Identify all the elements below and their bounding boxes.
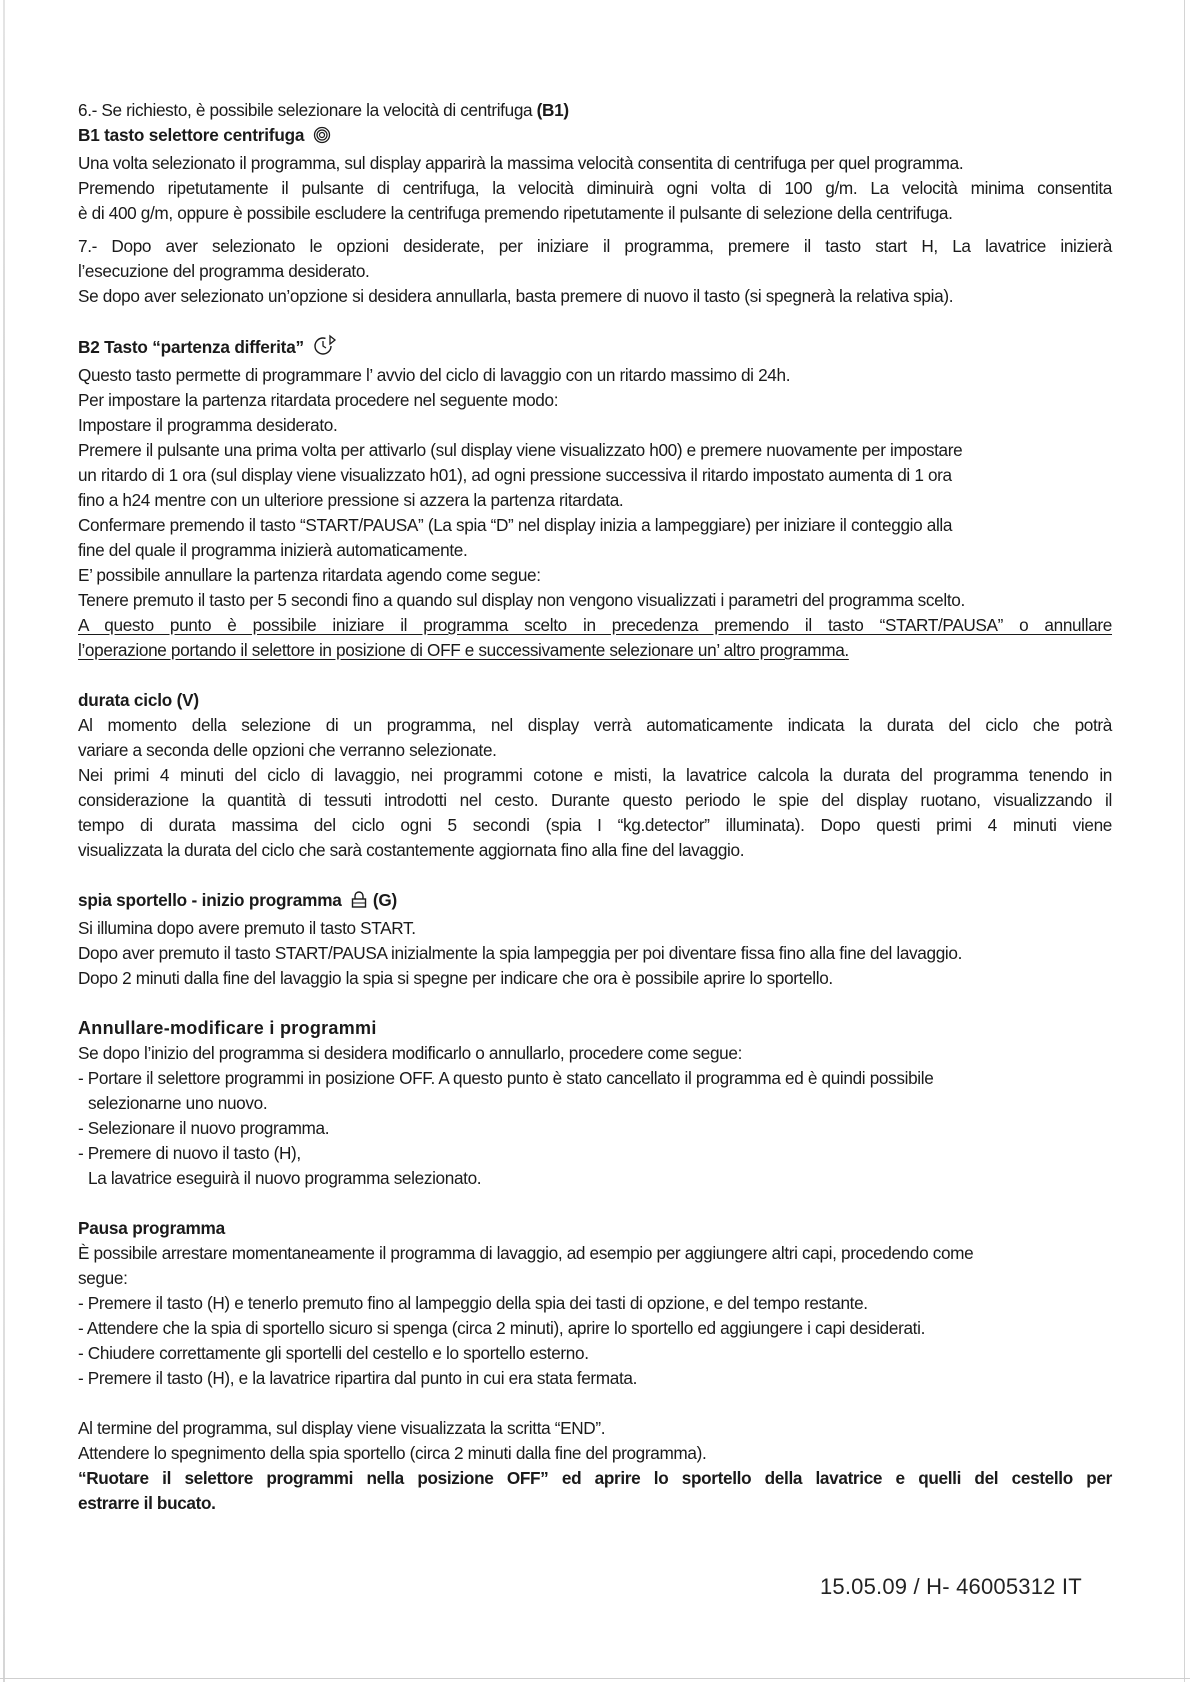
cancel-program-line-2: - Portare il selettore programmi in posizione OFF. A questo punto è stato cancellato il programma ed è quindi possibile xyxy=(78,1068,934,1088)
end-line-2: Attendere lo spegnimento della spia sportello (circa 2 minuti dalla fine del programma). xyxy=(78,1443,707,1463)
document-footer-code: 15.05.09 / H- 46005312 IT xyxy=(820,1574,1082,1599)
b2-heading xyxy=(78,334,1112,363)
end-bold-line-1: “Ruotare il selettore programmi nella posizione OFF” ed aprire lo sportello della lavatrice e quelli del cestello per xyxy=(78,1468,1112,1488)
b1-heading-text: B1 tasto selettore centrifuga xyxy=(78,125,305,145)
cancel-program-line-4: - Selezionare il nuovo programma. xyxy=(78,1118,330,1138)
step-7-line-2: l’esecuzione del programma desiderato. xyxy=(78,261,370,281)
b2-underlined-line-2: l’operazione portando il selettore in posizione di OFF e successivamente selezionare un’ altro programma. xyxy=(78,640,849,660)
door-light-line-2: Dopo aver premuto il tasto START/PAUSA inizialmente la spia lampeggia per poi diventare fissa fino alla fine del lavaggio. xyxy=(78,943,963,963)
document-page xyxy=(78,98,1112,1516)
scan-edge-right xyxy=(1184,0,1185,1682)
b2-line-6: fino a h24 mentre con un ulteriore pressione si azzera la partenza ritardata. xyxy=(78,490,624,510)
door-light-heading-text: spia sportello - inizio programma xyxy=(78,890,342,910)
pause-program-line-2: segue: xyxy=(78,1268,128,1288)
cancel-program-heading: Annullare-modificare i programmi xyxy=(78,1018,377,1038)
pause-program-heading: Pausa programma xyxy=(78,1218,225,1238)
step-7-line-1: 7.- Dopo aver selezionato le opzioni desiderate, per iniziare il programma, premere il tasto start H, La lavatrice inizierà xyxy=(78,236,1112,256)
cycle-duration-line-2: variare a seconda delle opzioni che verranno selezionate. xyxy=(78,740,497,760)
pause-program-line-3: - Premere il tasto (H) e tenerlo premuto fino al lampeggio della spia dei tasti di opzione, e del tempo restante. xyxy=(78,1293,868,1313)
pause-program-line-1: È possibile arrestare momentaneamente il programma di lavaggio, ad esempio per aggiungere altri capi, procedendo come xyxy=(78,1243,974,1263)
b2-line-4: Premere il pulsante una prima volta per attivarlo (sul display viene visualizzato h00) e premere nuovamente per impostare xyxy=(78,440,963,460)
cancel-program-line-6: La lavatrice eseguirà il nuovo programma selezionato. xyxy=(88,1168,482,1188)
cycle-duration-line-1: Al momento della selezione di un programma, nel display verrà automaticamente indicata la durata del ciclo che potrà xyxy=(78,715,1112,735)
door-light-heading xyxy=(78,888,1112,916)
end-line-1: Al termine del programma, sul display viene visualizzata la scritta “END”. xyxy=(78,1418,606,1438)
b1-line-3: è di 400 g/m, oppure è possibile escludere la centrifuga premendo ripetutamente il pulsante di selezione della centrifuga. xyxy=(78,203,953,223)
scan-edge-left xyxy=(3,0,5,1682)
b2-line-7: Confermare premendo il tasto “START/PAUSA” (La spia “D” nel display inizia a lampeggiare) per iniziare il conteggio alla xyxy=(78,515,953,535)
b2-line-2: Per impostare la partenza ritardata procedere nel seguente modo: xyxy=(78,390,559,410)
step-6-ref: (B1) xyxy=(536,100,569,120)
b2-line-3: Impostare il programma desiderato. xyxy=(78,415,338,435)
b1-heading xyxy=(78,123,1112,151)
door-lock-icon xyxy=(350,891,368,916)
b2-line-5: un ritardo di 1 ora (sul display viene visualizzato h01), ad ogni pressione successiva il ritardo impostato aumenta di 1 ora xyxy=(78,465,952,485)
b2-line-1: Questo tasto permette di programmare l’ avvio del ciclo di lavaggio con un ritardo massimo di 24h. xyxy=(78,365,791,385)
pause-program-line-5: - Chiudere correttamente gli sportelli del cestello e lo sportello esterno. xyxy=(78,1343,589,1363)
b2-line-9: E’ possibile annullare la partenza ritardata agendo come segue: xyxy=(78,565,541,585)
step-6-intro xyxy=(78,98,1112,123)
cancel-program-line-3: selezionarne uno nuovo. xyxy=(88,1093,268,1113)
spin-selector-icon xyxy=(313,126,331,151)
cycle-duration-line-4: considerazione la quantità di tessuti introdotti nel cesto. Durante questo periodo le spie del display ruotano, visualizzando il xyxy=(78,790,1112,810)
door-light-line-3: Dopo 2 minuti dalla fine del lavaggio la spia si spegne per indicare che ora è possibile aprire lo sportello. xyxy=(78,968,833,988)
b2-underlined-line-1: A questo punto è possibile iniziare il programma scelto in precedenza premendo il tasto “START/PAUSA” o annullare xyxy=(78,615,1112,635)
scan-edge-bottom xyxy=(0,1678,1190,1679)
cancel-program-line-5: - Premere di nuovo il tasto (H), xyxy=(78,1143,301,1163)
delayed-start-icon xyxy=(313,334,337,363)
b2-heading-text: B2 Tasto “partenza differita” xyxy=(78,337,304,357)
cycle-duration-line-5: tempo di durata massima del ciclo ogni 5 secondi (spia I “kg.detector” illuminata). Dopo questi primi 4 minuti viene xyxy=(78,815,1112,835)
pause-program-line-6: - Premere il tasto (H), e la lavatrice ripartira dal punto in cui era stata fermata. xyxy=(78,1368,638,1388)
step-6-text: 6.- Se richiesto, è possibile selezionare la velocità di centrifuga xyxy=(78,100,537,120)
step-7-line-3: Se dopo aver selezionato un’opzione si desidera annullarla, basta premere di nuovo il tasto (si spegnerà la relativa spia). xyxy=(78,286,954,306)
b2-line-8: fine del quale il programma inizierà automaticamente. xyxy=(78,540,468,560)
b1-line-1: Una volta selezionato il programma, sul display apparirà la massima velocità consentita di centrifuga per quel programma. xyxy=(78,153,964,173)
end-bold-line-2: estrarre il bucato. xyxy=(78,1493,216,1513)
b1-line-2: Premendo ripetutamente il pulsante di centrifuga, la velocità diminuirà ogni volta di 100 g/m. La velocità minima consentita xyxy=(78,178,1112,198)
cycle-duration-heading: durata ciclo (V) xyxy=(78,690,199,710)
pause-program-line-4: - Attendere che la spia di sportello sicuro si spenga (circa 2 minuti), aprire lo sportello ed aggiungere i capi desiderati. xyxy=(78,1318,926,1338)
cycle-duration-line-3: Nei primi 4 minuti del ciclo di lavaggio, nei programmi cotone e misti, la lavatrice calcola la durata del programma tenendo in xyxy=(78,765,1112,785)
cancel-program-line-1: Se dopo l’inizio del programma si desidera modificarlo o annullarlo, procedere come segue: xyxy=(78,1043,743,1063)
cycle-duration-line-6: visualizzata la durata del ciclo che sarà costantemente aggiornata fino alla fine del lavaggio. xyxy=(78,840,745,860)
door-light-ref: (G) xyxy=(372,890,398,910)
door-light-line-1: Si illumina dopo avere premuto il tasto START. xyxy=(78,918,416,938)
b2-line-10: Tenere premuto il tasto per 5 secondi fino a quando sul display non vengono visualizzati i parametri del programma scelto. xyxy=(78,590,965,610)
